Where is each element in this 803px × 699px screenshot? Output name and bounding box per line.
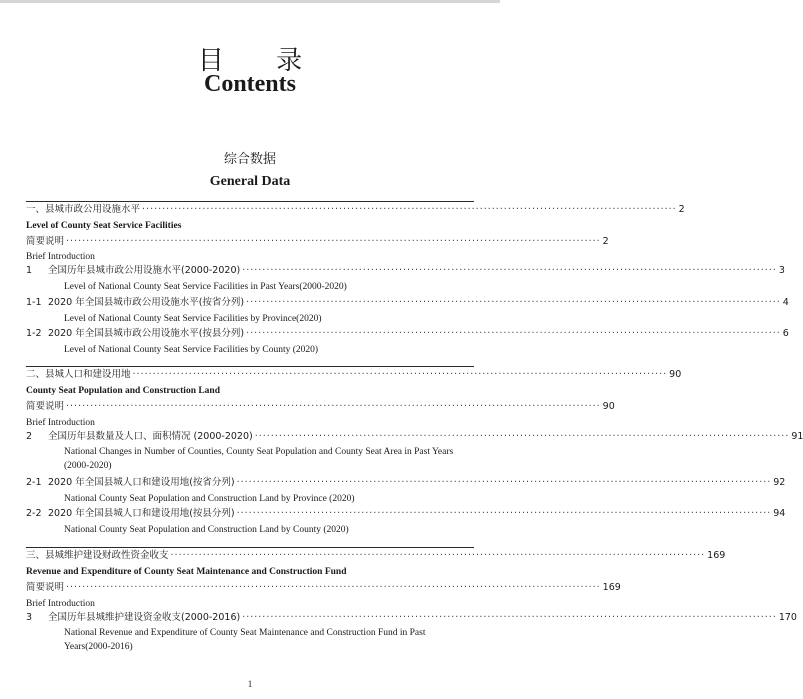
contents-title-zh: 目 录 [197,46,325,76]
toc-entry-title: 简要说明 [26,582,65,593]
leader-dots: ····································································································································· [242,612,777,623]
section-title-en: General Data [209,174,291,189]
leader-dots: ····································································································································· [242,265,777,276]
leader-dots: ····································································································································· [142,204,677,215]
toc-entry[interactable] [26,235,609,249]
toc-section-2[interactable] [26,368,682,382]
toc-entry-number: 1 [26,265,33,276]
toc-section-number: 一、 [26,204,46,215]
toc-section-1[interactable] [26,203,685,217]
toc-entry-title-en: National County Seat Population and Construction Land by County (2020) [64,525,349,535]
toc-entry-title: 全国历年县城维护建设资金收支(2000-2016) [48,612,241,623]
toc-entry-title-en: Brief Introduction [26,418,95,428]
toc-entry-number: 2-2 [26,508,42,519]
toc-page-number: 91 [791,431,803,442]
toc-entry[interactable] [26,476,786,490]
toc-entry-title-en: Level of National County Seat Service Facilities in Past Years(2000-2020) [64,282,347,292]
toc-entry-title: 2020 年全国县城人口和建设用地(按县分列) [48,508,235,519]
toc-entry-title: 2020 年全国县城市政公用设施水平(按省分列) [48,297,245,308]
toc-page-number: 169 [707,550,726,561]
toc-page-number: 90 [602,401,615,412]
leader-dots: ····································································································································· [246,328,781,339]
leader-dots: ····································································································································· [170,550,706,561]
toc-page-number: 94 [773,508,786,519]
section-divider [26,366,474,367]
section-divider [26,547,474,548]
toc-entry[interactable] [26,296,789,310]
toc-entry-number: 3 [26,612,33,623]
toc-page-number: 2 [678,204,685,215]
toc-entry[interactable] [26,581,621,595]
toc-entry-number: 1-1 [26,297,42,308]
toc-page-number: 3 [778,265,785,276]
toc-section-title: 县城维护建设财政性资金收支 [45,550,169,561]
toc-section-number: 三、 [26,550,46,561]
toc-section-title-en: County Seat Population and Construction Land [26,386,221,396]
toc-entry-title: 2020 年全国县城市政公用设施水平(按县分列) [48,328,245,339]
toc-entry[interactable] [26,611,797,625]
toc-entry-title-en: Brief Introduction [26,599,95,609]
toc-page-number: 170 [778,612,797,623]
leader-dots: ····································································································································· [66,582,601,593]
toc-page-number: 6 [782,328,789,339]
toc-page-number: 92 [773,477,786,488]
toc-section-title-en: Revenue and Expenditure of County Seat Maintenance and Construction Fund [26,567,347,577]
page-number: 1 [247,679,253,689]
toc-entry[interactable] [26,400,615,414]
toc-section-title-en: Level of County Seat Service Facilities [26,221,182,231]
leader-dots: ····································································································································· [66,401,601,412]
toc-entry[interactable] [26,264,785,278]
toc-entry[interactable] [26,327,789,341]
toc-entry-number: 2-1 [26,477,42,488]
toc-entry-title-en: Brief Introduction [26,252,95,262]
toc-section-number: 二、 [26,369,46,380]
toc-entry-number: 1-2 [26,328,42,339]
toc-section-3[interactable] [26,549,726,563]
section-title-zh: 综合数据 [223,152,276,167]
toc-entry-title-en: Level of National County Seat Service Facilities by County (2020) [64,345,319,355]
leader-dots: ····································································································································· [236,508,772,519]
leader-dots: ····································································································································· [246,297,781,308]
toc-entry[interactable] [26,430,803,444]
toc-entry-title: 简要说明 [26,401,65,412]
toc-page-number: 2 [602,236,609,247]
toc-entry-title: 简要说明 [26,236,65,247]
leader-dots: ····································································································································· [132,369,668,380]
leader-dots: ····································································································································· [66,236,601,247]
toc-section-title: 县城市政公用设施水平 [45,204,141,215]
toc-page-number: 4 [782,297,789,308]
toc-entry-title: 2020 年全国县城人口和建设用地(按省分列) [48,477,235,488]
top-scan-edge [0,0,500,3]
toc-entry-title-en: Level of National County Seat Service Facilities by Province(2020) [64,314,322,324]
leader-dots: ····································································································································· [236,477,772,488]
toc-entry-title-en: National Changes in Number of Counties, County Seat Population and County Seat Area in Past Years (2000-2020) [64,447,454,471]
toc-entry-title: 全国历年县数量及人口、面积情况 (2000-2020) [48,431,253,442]
toc-entry[interactable] [26,507,786,521]
toc-entry-title-en: National County Seat Population and Construction Land by Province (2020) [64,494,355,504]
section-divider [26,201,474,202]
toc-entry-title: 全国历年县城市政公用设施水平(2000-2020) [48,265,241,276]
toc-section-title: 县城人口和建设用地 [45,369,131,380]
toc-entry-title-en: National Revenue and Expenditure of County Seat Maintenance and Construction Fund in Past Years(2000-2016) [64,628,426,652]
toc-entry-number: 2 [26,431,33,442]
toc-page-number: 169 [602,582,621,593]
toc-page-number: 90 [669,369,682,380]
contents-title-en: Contents [203,71,296,97]
leader-dots: ····································································································································· [254,431,790,442]
